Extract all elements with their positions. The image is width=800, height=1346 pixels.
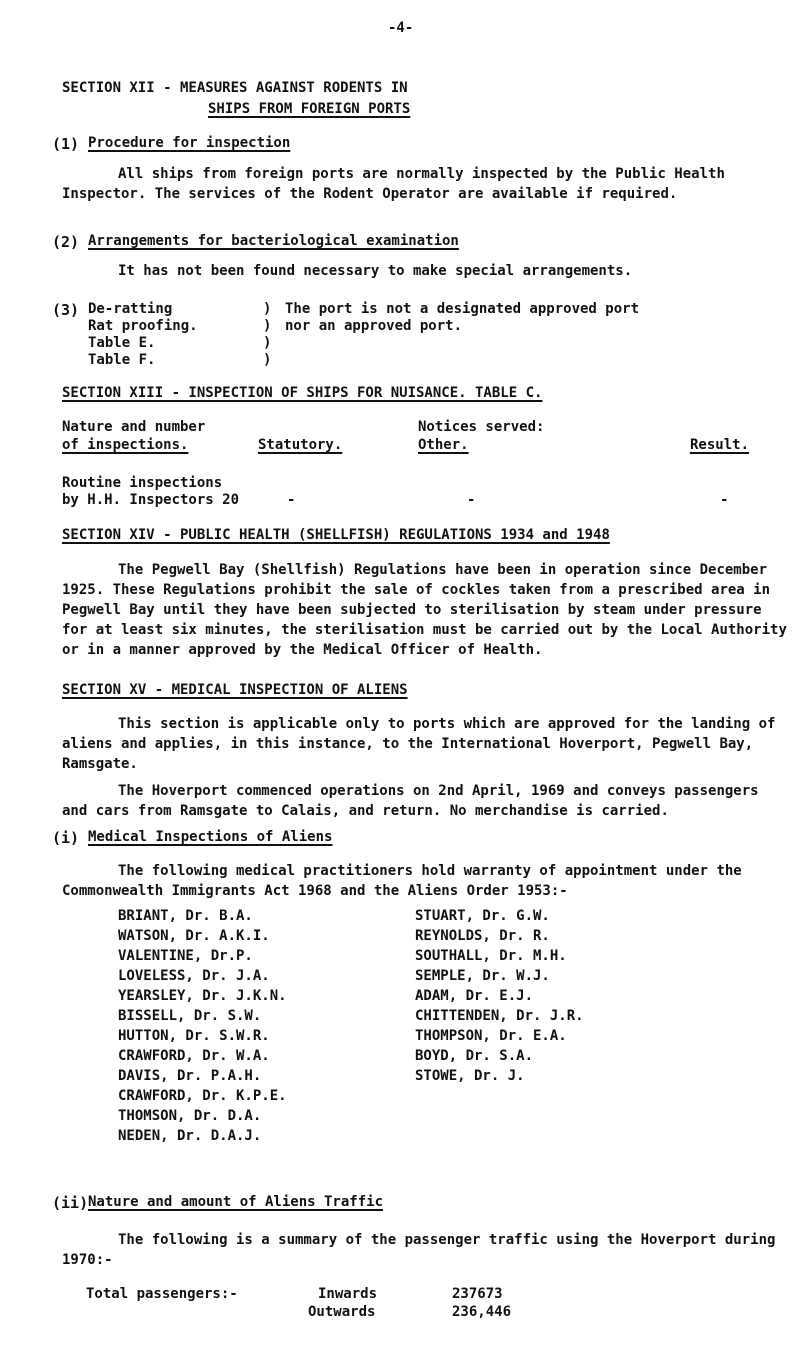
inwards-label: Inwards [318,1286,378,1302]
section-14-heading: SECTION XIV - PUBLIC HEALTH (SHELLFISH) REGULATIONS 1934 and 1948 [62,527,610,543]
outwards-value: 236,446 [452,1304,512,1320]
item-3-line-3: Table E. [88,335,156,351]
sub-2-text: The following is a summary of the passenger traffic using the Hoverport during 1970:- [62,1232,776,1268]
total-passengers-label: Total passengers:- [86,1286,238,1302]
practitioner-entry: ADAM, Dr. E.J. [415,988,534,1004]
section-14-text: The Pegwell Bay (Shellfish) Regulations have been in operation since December 1925. These Regulations prohibit the sale of cockles taken from a prescribed area in Pegwell Bay until they have been subjected to sterilisation by steam under pressure for at least six minutes, the sterilisation must be carried out by the Local Authority or in a manner approved by the Medical Officer of Health. [62,562,787,658]
practitioner-entry: STUART, Dr. G.W. [415,908,550,924]
sub-1-title: Medical Inspections of Aliens [88,829,333,845]
item-1-text: All ships from foreign ports are normally inspected by the Public Health Inspector. The services of the Rodent Operator are available if required. [62,166,725,202]
table-c-row-dash-2: - [467,492,476,508]
practitioner-entry: HUTTON, Dr. S.W.R. [118,1028,270,1044]
practitioner-entry: BOYD, Dr. S.A. [415,1048,534,1064]
practitioner-entry: THOMPSON, Dr. E.A. [415,1028,567,1044]
item-3-note-line1: The port is not a designated approved port [285,301,640,317]
practitioners-left-list [118,906,287,1146]
section-15-text-2: The Hoverport commenced operations on 2nd April, 1969 and conveys passengers and cars from Ramsgate to Calais, and return. No merchandise is carried. [62,783,759,819]
practitioner-entry: CHITTENDEN, Dr. J.R. [415,1008,584,1024]
practitioner-entry: DAVIS, Dr. P.A.H. [118,1068,262,1084]
sub-1-number: (i) [52,829,80,847]
practitioner-entry: BRIANT, Dr. B.A. [118,908,253,924]
sub-2-number: (ii) [52,1194,89,1212]
practitioner-entry: BISSELL, Dr. S.W. [118,1008,262,1024]
section-15-heading: SECTION XV - MEDICAL INSPECTION OF ALIENS [62,682,408,698]
practitioner-entry: STOWE, Dr. J. [415,1068,525,1084]
item-3-number: (3) [52,301,80,319]
table-c-col1-line1: Nature and number [62,419,206,435]
practitioners-right-list [415,906,584,1086]
practitioner-entry: NEDEN, Dr. D.A.J. [118,1128,262,1144]
table-c-col-statutory: Statutory. [258,437,343,453]
item-2-title: Arrangements for bacteriological examination [88,233,459,249]
practitioner-entry: SEMPLE, Dr. W.J. [415,968,550,984]
table-c-notices-served: Notices served: [418,419,545,435]
table-c-row-line2: by H.H. Inspectors 20 [62,492,240,508]
sub-2-title: Nature and amount of Aliens Traffic [88,1194,384,1210]
outwards-label: Outwards [308,1304,376,1320]
item-3-line-4: Table F. [88,352,156,368]
table-c-col-result: Result. [690,437,750,453]
practitioner-entry: YEARSLEY, Dr. J.K.N. [118,988,287,1004]
section-12-heading-line1: SECTION XII - MEASURES AGAINST RODENTS IN [62,80,408,96]
section-13-heading: SECTION XIII - INSPECTION OF SHIPS FOR NUISANCE. TABLE C. [62,385,543,401]
item-2-text: It has not been found necessary to make special arrangements. [118,263,633,279]
table-c-row-dash-3: - [720,492,729,508]
section-15-text-1: This section is applicable only to ports which are approved for the landing of aliens and applies, in this instance, to the International Hoverport, Pegwell Bay, Ramsgate. [62,716,776,772]
item-3-brace-2: ) [263,318,272,334]
table-c-row-dash-1: - [287,492,296,508]
item-2-number: (2) [52,233,80,251]
item-3-line-2: Rat proofing. [88,318,198,334]
section-12-heading-line2: SHIPS FROM FOREIGN PORTS [208,101,411,117]
practitioner-entry: VALENTINE, Dr.P. [118,948,253,964]
practitioner-entry: LOVELESS, Dr. J.A. [118,968,270,984]
page-number: -4- [388,20,414,36]
practitioner-entry: WATSON, Dr. A.K.I. [118,928,270,944]
item-1-number: (1) [52,135,80,153]
item-3-brace-4: ) [263,352,272,368]
sub-1-text: The following medical practitioners hold warranty of appointment under the Commonwealth Immigrants Act 1968 and the Aliens Order 1953:- [62,863,742,899]
inwards-value: 237673 [452,1286,503,1302]
item-3-note-line2: nor an approved port. [285,318,463,334]
practitioner-entry: SOUTHALL, Dr. M.H. [415,948,567,964]
practitioner-entry: CRAWFORD, Dr. W.A. [118,1048,270,1064]
item-1-title: Procedure for inspection [88,135,291,151]
item-3-brace-3: ) [263,335,272,351]
practitioner-entry: THOMSON, Dr. D.A. [118,1108,262,1124]
item-3-brace-1: ) [263,301,272,317]
table-c-col1-line2: of inspections. [62,437,189,453]
item-3-line-1: De-ratting [88,301,173,317]
practitioner-entry: REYNOLDS, Dr. R. [415,928,550,944]
table-c-col-other: Other. [418,437,469,453]
practitioner-entry: CRAWFORD, Dr. K.P.E. [118,1088,287,1104]
table-c-row-line1: Routine inspections [62,475,223,491]
